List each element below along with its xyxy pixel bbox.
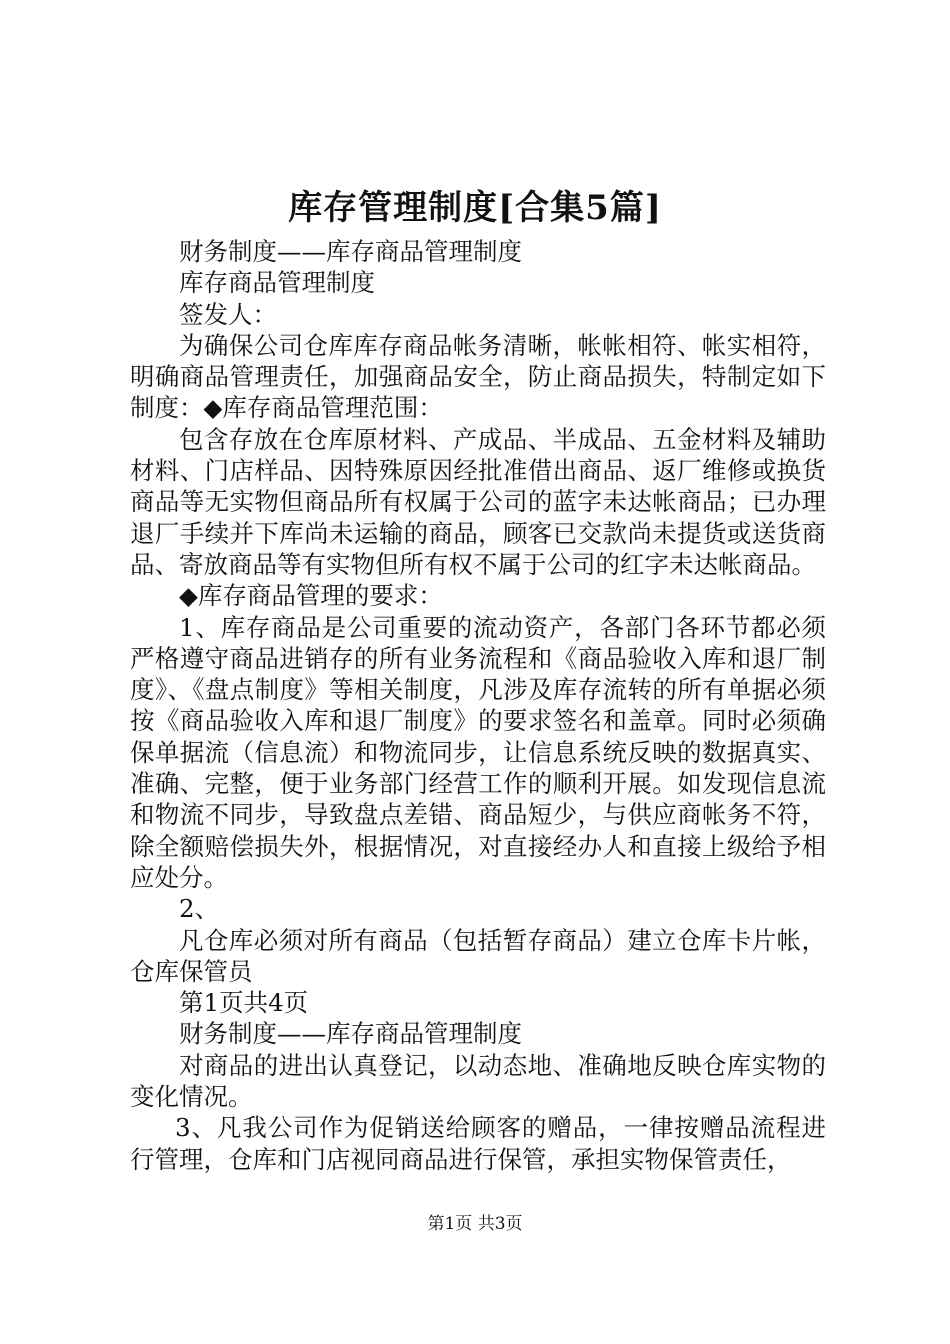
paragraph-page-marker: 第1页共4页	[179, 988, 309, 1018]
paragraph-header-2: 财务制度——库存商品管理制度	[179, 1019, 522, 1049]
paragraph-header-1: 财务制度——库存商品管理制度	[179, 237, 522, 266]
paragraph-scope: 包含存放在仓库原材料、产成品、半成品、五金材料及辅助材料、门店样品、因特殊原因经批准借出商品、返厂维修或换货商品等无实物但商品所有权属于公司的蓝字未达帐商品；已办理退厂手续并下库尚未运输的商品，顾客已交款尚未提货或送货商品、寄放商品等有实物但所有权不属于公司的红字未达帐商品。	[130, 424, 826, 579]
document-body	[130, 236, 826, 1175]
paragraph-item-1: 1、库存商品是公司重要的流动资产，各部门各环节都必须严格遵守商品进销存的所有业务流程和《商品验收入库和退厂制度》、《盘点制度》等相关制度，凡涉及库存流转的所有单据必须按《商品验收入库和退厂制度》的要求签名和盖章。同时必须确保单据流（信息流）和物流同步，让信息系统反映的数据真实、准确、完整，便于业务部门经营工作的顺利开展。如发现信息流和物流不同步，导致盘点差错、商品短少，与供应商帐务不符，除全额赔偿损失外，根据情况，对直接经办人和直接上级给予相应处分。	[130, 612, 826, 892]
paragraph-purpose: 为确保公司仓库库存商品帐务清晰，帐帐相符、帐实相符，明确商品管理责任，加强商品安全，防止商品损失，特制定如下制度：◆库存商品管理范围：	[130, 330, 826, 423]
paragraph-item-2-number: 2、	[179, 894, 220, 924]
paragraph-requirements-heading: ◆库存商品管理的要求：	[179, 581, 443, 611]
paragraph-item-2-text: 凡仓库必须对所有商品（包括暂存商品）建立仓库卡片帐，仓库保管员	[130, 925, 826, 986]
paragraph-item-2-continued: 对商品的进出认真登记，以动态地、准确地反映仓库实物的变化情况。	[130, 1050, 826, 1112]
paragraph-signer: 签发人：	[179, 299, 277, 329]
paragraph-subtitle: 库存商品管理制度	[179, 268, 375, 298]
document-title: 库存管理制度[合集5篇]	[288, 188, 662, 228]
paragraph-item-3: 3、凡我公司作为促销送给顾客的赠品，一律按赠品流程进行管理，仓库和门店视同商品进行保管，承担实物保管责任，	[130, 1113, 826, 1174]
page-footer: 第1页 共3页	[427, 1214, 523, 1234]
